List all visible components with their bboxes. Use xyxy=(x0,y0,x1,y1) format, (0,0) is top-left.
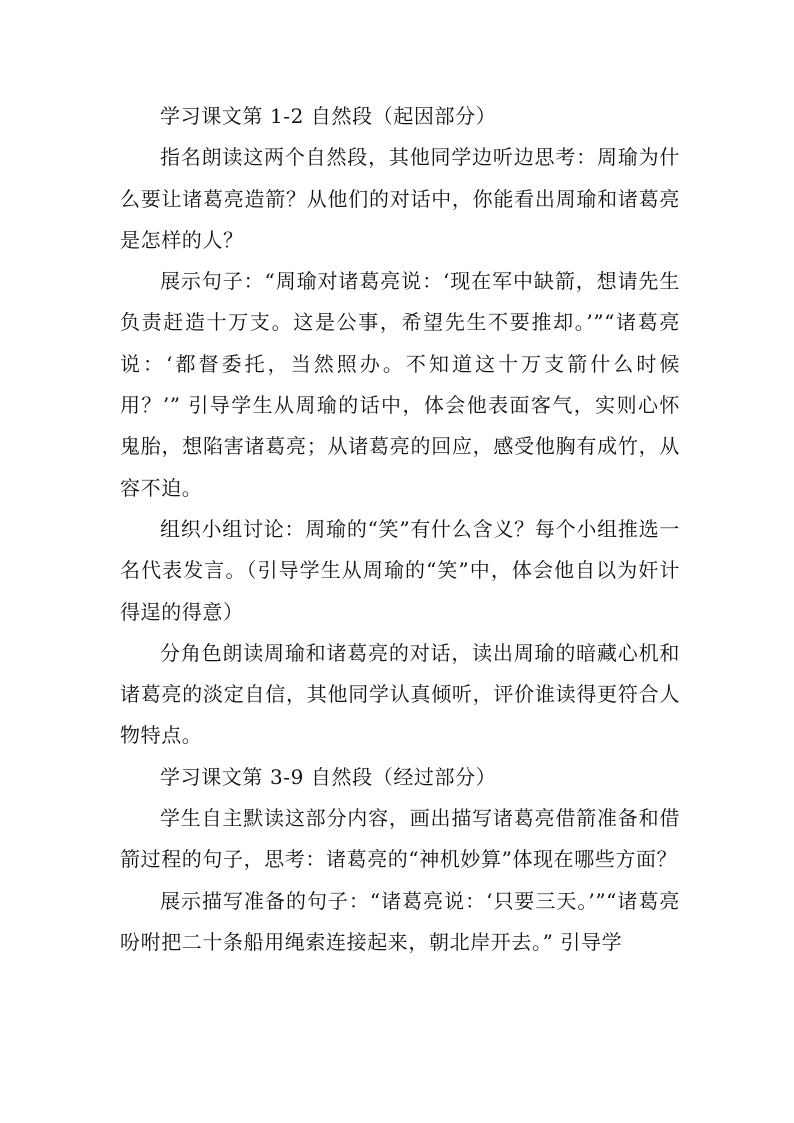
section-heading: 学习课文第 1-2 自然段（起因部分） xyxy=(160,104,497,128)
document-body xyxy=(120,96,680,963)
paragraph: 组织小组讨论：周瑜的“笑”有什么含义？每个小组推选一名代表发言。（引导学生从周瑜的“笑”中，体会他自以为奸计得逞的得意） xyxy=(120,516,680,624)
paragraph: 学生自主默读这部分内容，画出描写诸葛亮借箭准备和借箭过程的句子，思考：诸葛亮的“神机妙算”体现在哪些方面？ xyxy=(120,806,680,872)
paragraph: 展示描写准备的句子：“诸葛亮说：‘只要三天。’”“诸葛亮吩咐把二十条船用绳索连接起来，朝北岸开去。” 引导学 xyxy=(120,888,680,954)
paragraph: 分角色朗读周瑜和诸葛亮的对话，读出周瑜的暗藏心机和诸葛亮的淡定自信，其他同学认真倾听，评价谁读得更符合人物特点。 xyxy=(120,640,680,748)
section-heading: 学习课文第 3-9 自然段（经过部分） xyxy=(160,764,497,789)
paragraph: 展示句子：“周瑜对诸葛亮说：‘现在军中缺箭，想请先生负责赶造十万支。这是公事，希望先生不要推却。’”“诸葛亮说：‘都督委托，当然照办。不知道这十万支箭什么时候用？’” 引导学生从周瑜的话中，体会他表面客气，实则心怀鬼胎，想陷害诸葛亮；从诸葛亮的回应，感受他胸有成竹，从容不迫。 xyxy=(120,269,680,500)
paragraph: 指名朗读这两个自然段，其他同学边听边思考：周瑜为什么要让诸葛亮造箭？从他们的对话中，你能看出周瑜和诸葛亮是怎样的人？ xyxy=(120,145,680,252)
